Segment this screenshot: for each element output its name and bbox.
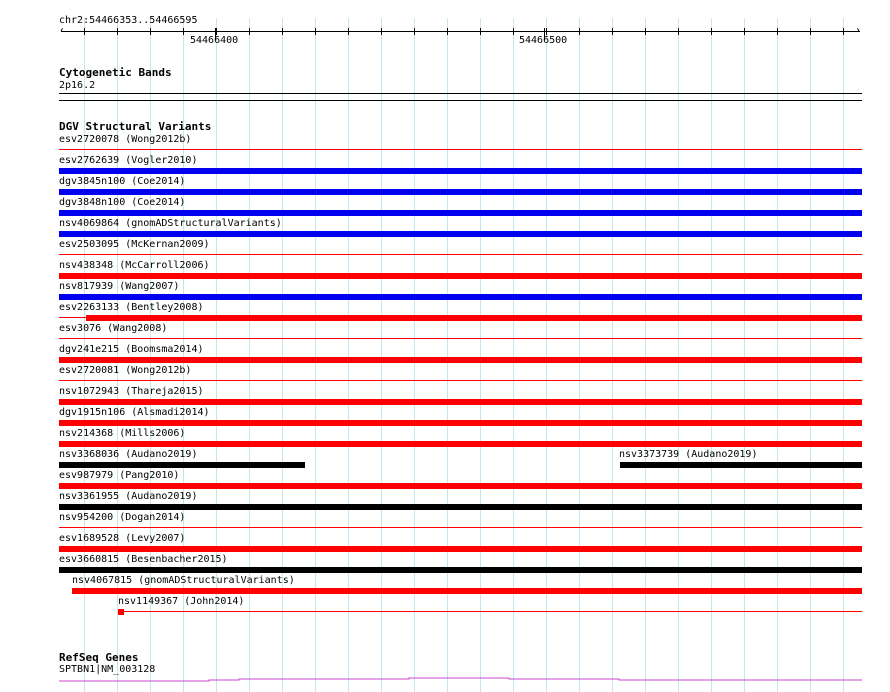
dgv-variant-label[interactable]: nsv3361955 (Audano2019) [59,491,198,502]
dgv-variant-line[interactable] [59,380,862,381]
dgv-variant-label[interactable]: nsv214368 (Mills2006) [59,428,186,439]
dgv-variant-bar[interactable] [620,462,862,468]
dgv-variant-label[interactable]: nsv438348 (McCarroll2006) [59,260,210,271]
dgv-variant-bar[interactable] [59,504,862,510]
dgv-variant-label[interactable]: nsv954200 (Dogan2014) [59,512,186,523]
dgv-variant-label[interactable]: nsv817939 (Wang2007) [59,281,180,292]
dgv-variant-bar[interactable] [59,441,862,447]
ruler-minor-tick [84,28,85,35]
refseq-track-title: RefSeq Genes [59,651,139,664]
dgv-variant-line[interactable] [59,338,862,339]
ruler-minor-tick [645,28,646,35]
ruler-minor-tick [447,28,448,35]
ruler-tick-label: 54466400 [190,35,239,46]
ruler-minor-tick [480,28,481,35]
dgv-variant-label[interactable]: esv2720081 (Wong2012b) [59,365,192,376]
ruler-minor-tick [711,28,712,35]
dgv-variant-label[interactable]: nsv3373739 (Audano2019) [619,449,758,460]
dgv-variant-label[interactable]: esv2720078 (Wong2012b) [59,134,192,145]
ruler-minor-tick [546,28,547,35]
ruler-position: chr2:54466353..54466595 [59,15,198,26]
ruler-minor-tick [678,28,679,35]
dgv-variant-bar[interactable] [72,588,862,594]
dgv-variant-label[interactable]: nsv3368036 (Audano2019) [59,449,198,460]
dgv-variant-label[interactable]: esv3660815 (Besenbacher2015) [59,554,228,565]
dgv-variant-bar[interactable] [59,546,862,552]
dgv-variant-bar[interactable] [59,357,862,363]
cytoband-upper-line [59,93,862,94]
refseq-gene-feature[interactable] [59,674,862,692]
dgv-variant-bar[interactable] [59,231,862,237]
dgv-variant-label[interactable]: nsv1072943 (Thareja2015) [59,386,204,397]
dgv-variant-label[interactable]: esv3076 (Wang2008) [59,323,168,334]
dgv-variant-bar[interactable] [59,210,862,216]
ruler-minor-tick [612,28,613,35]
dgv-variant-label[interactable]: esv987979 (Pang2010) [59,470,180,481]
dgv-variant-line[interactable] [59,254,862,255]
ruler-minor-tick [381,28,382,35]
dgv-variant-label[interactable]: esv2762639 (Vogler2010) [59,155,198,166]
dgv-variant-line[interactable] [59,527,862,528]
ruler-minor-tick [282,28,283,35]
dgv-variant-bar[interactable] [59,399,862,405]
ruler-minor-tick [579,28,580,35]
ruler-tick-label: 54466500 [519,35,568,46]
cytoband-track-title: Cytogenetic Bands [59,66,172,79]
ruler-minor-tick [414,28,415,35]
ruler-minor-tick [810,28,811,35]
ruler-minor-tick [183,28,184,35]
ruler-left-arrow-icon: ‹ [59,25,66,36]
dgv-variant-line[interactable] [118,611,862,612]
ruler-minor-tick [513,28,514,35]
dgv-variant-bar[interactable] [59,294,862,300]
ruler-axis[interactable] [61,31,860,32]
ruler-minor-tick [843,28,844,35]
ruler-minor-tick [117,28,118,35]
dgv-variant-bar[interactable] [59,483,862,489]
dgv-variant-bar[interactable] [59,168,862,174]
dgv-variant-bar[interactable] [118,609,124,615]
dgv-variant-label[interactable]: esv2503095 (McKernan2009) [59,239,210,250]
ruler-minor-tick [348,28,349,35]
ruler-minor-tick [744,28,745,35]
ruler-minor-tick [216,28,217,35]
cytoband-label: 2p16.2 [59,80,96,91]
dgv-variant-line[interactable] [59,149,862,150]
dgv-variant-label[interactable]: nsv4069864 (gnomADStructuralVariants) [59,218,282,229]
dgv-variant-label[interactable]: esv2263133 (Bentley2008) [59,302,204,313]
dgv-track-title: DGV Structural Variants [59,120,212,133]
dgv-variant-label[interactable]: nsv1149367 (John2014) [118,596,245,607]
refseq-gene-label[interactable]: SPTBN1|NM_003128 [59,664,156,675]
dgv-variant-bar[interactable] [59,567,862,573]
dgv-variant-bar[interactable] [59,420,862,426]
dgv-variant-label[interactable]: esv1689528 (Levy2007) [59,533,186,544]
dgv-variant-label[interactable]: nsv4067815 (gnomADStructuralVariants) [72,575,295,586]
ruler-minor-tick [150,28,151,35]
dgv-variant-bar[interactable] [59,273,862,279]
dgv-variant-label[interactable]: dgv241e215 (Boomsma2014) [59,344,204,355]
dgv-variant-label[interactable]: dgv3845n100 (Coe2014) [59,176,186,187]
dgv-variant-label[interactable]: dgv1915n106 (Alsmadi2014) [59,407,210,418]
dgv-variant-label[interactable]: dgv3848n100 (Coe2014) [59,197,186,208]
dgv-variant-bar[interactable] [86,315,862,321]
dgv-variant-bar[interactable] [59,189,862,195]
ruler-minor-tick [777,28,778,35]
ruler-minor-tick [315,28,316,35]
dgv-variant-bar[interactable] [59,462,305,468]
ruler-minor-tick [249,28,250,35]
cytoband-lower-line [59,100,862,101]
ruler-right-arrow-icon: › [855,25,862,36]
